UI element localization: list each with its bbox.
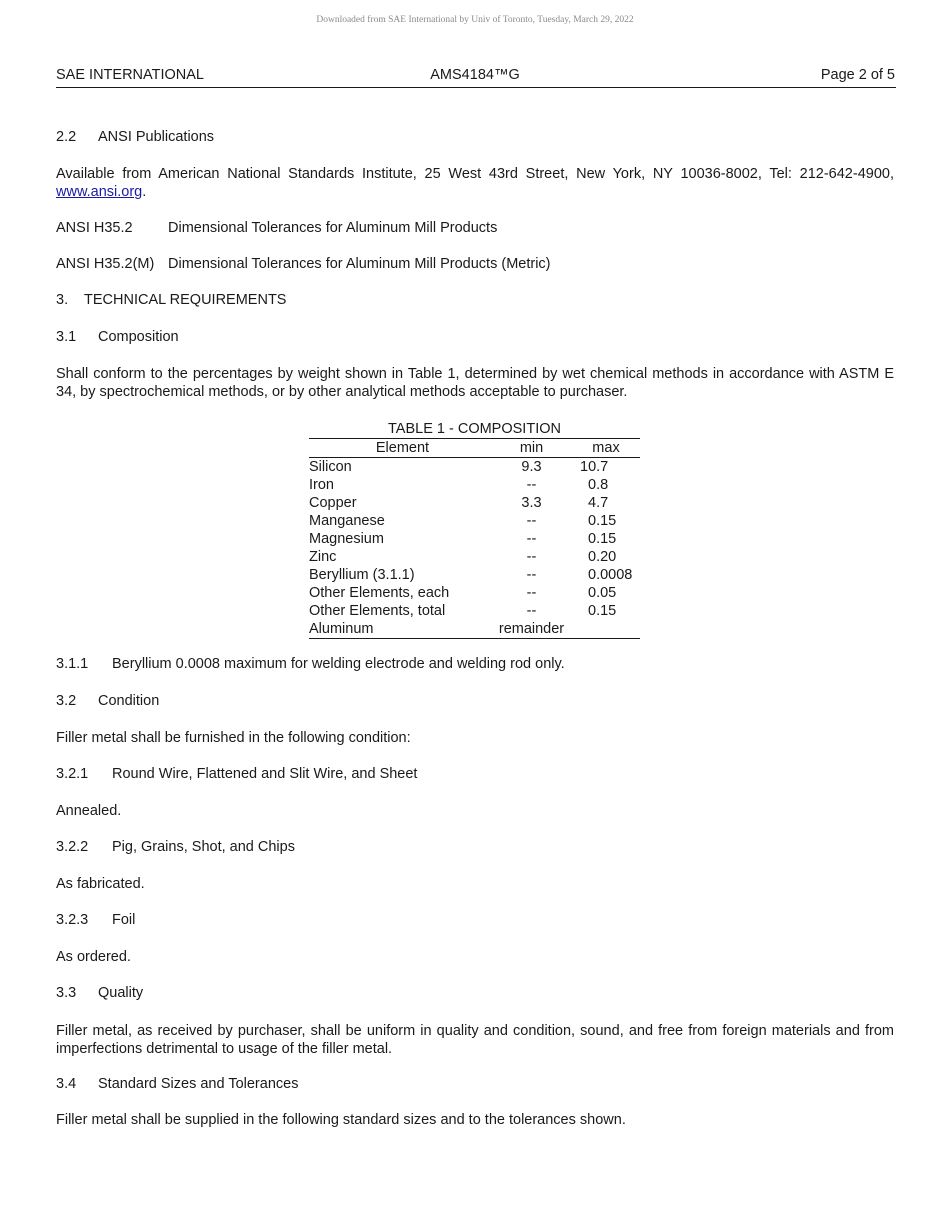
cell-element: Aluminum — [309, 621, 374, 637]
section-title: TECHNICAL REQUIREMENTS — [84, 292, 287, 308]
cell-min: -- — [526, 549, 537, 565]
cell-max: 0.0008 — [588, 567, 633, 583]
section-number: 3.1.1 — [56, 656, 89, 672]
header-rule — [56, 87, 896, 88]
column-header-max: max — [592, 440, 620, 456]
cell-max: 0.15 — [588, 513, 617, 529]
section-3-1-heading — [56, 329, 179, 345]
section-3-2-3-text: As ordered. — [56, 949, 131, 965]
reference-code: ANSI H35.2(M) — [56, 256, 155, 272]
section-title: Pig, Grains, Shot, and Chips — [112, 839, 295, 855]
cell-min: -- — [526, 603, 537, 619]
cell-max: 0.8 — [588, 477, 609, 493]
table-row — [309, 548, 640, 566]
reference-ansi-h35-2 — [56, 220, 497, 236]
section-2-2-heading — [56, 129, 214, 145]
cell-max: 10.7 — [580, 459, 609, 475]
reference-ansi-h35-2m — [56, 256, 551, 272]
quality-paragraph: Filler metal, as received by purchaser, shall be uniform in quality and condition, sound, and free from foreign materials and from imperfections detrimental to usage of the filler metal. — [56, 1023, 894, 1057]
section-3-1-1 — [56, 656, 565, 672]
composition-paragraph: Shall conform to the percentages by weight shown in Table 1, determined by wet chemical methods in accordance with ASTM E 34, by spectrochemical methods, or by other analytical methods acceptable to purchaser. — [56, 366, 894, 400]
section-number: 3.3 — [56, 985, 77, 1001]
header-doc-id: AMS4184™G — [430, 67, 520, 83]
table-row — [309, 458, 640, 476]
composition-table — [309, 420, 640, 639]
ansi-availability-paragraph — [56, 165, 894, 201]
cell-max: 0.15 — [588, 531, 617, 547]
header-publisher: SAE INTERNATIONAL — [56, 67, 204, 83]
table-title: TABLE 1 - COMPOSITION — [388, 421, 561, 437]
table-row — [309, 476, 640, 494]
table-row — [309, 530, 640, 548]
cell-max: 4.7 — [588, 495, 609, 511]
cell-min: -- — [526, 477, 537, 493]
cell-min: 9.3 — [521, 459, 542, 475]
section-text: Beryllium 0.0008 maximum for welding electrode and welding rod only. — [112, 656, 565, 672]
section-title: Condition — [98, 693, 160, 709]
cell-max: 0.05 — [588, 585, 617, 601]
section-3-4-heading — [56, 1076, 298, 1092]
section-number: 2.2 — [56, 129, 77, 145]
section-number: 3.2.3 — [56, 912, 89, 928]
ansi-website-link[interactable]: www.ansi.org — [56, 184, 143, 200]
download-banner: Downloaded from SAE International by Univ of Toronto, Tuesday, March 29, 2022 — [316, 15, 634, 25]
table-row — [309, 602, 640, 620]
condition-paragraph: Filler metal shall be furnished in the following condition: — [56, 730, 411, 746]
section-number: 3.2 — [56, 693, 77, 709]
paragraph-text-end: . — [142, 184, 147, 200]
header-page-number: Page 2 of 5 — [820, 67, 895, 83]
column-header-element: Element — [375, 440, 430, 456]
table-header-row — [309, 439, 640, 457]
cell-element: Beryllium (3.1.1) — [309, 567, 415, 583]
section-number: 3.4 — [56, 1076, 77, 1092]
cell-min: -- — [526, 513, 537, 529]
section-number: 3.1 — [56, 329, 77, 345]
sizes-paragraph: Filler metal shall be supplied in the following standard sizes and to the tolerances shown. — [56, 1112, 626, 1128]
section-number: 3.2.1 — [56, 766, 89, 782]
section-title: Composition — [98, 329, 179, 345]
cell-element: Silicon — [309, 459, 352, 475]
table-row — [309, 584, 640, 602]
cell-element: Manganese — [309, 513, 385, 529]
table-row — [309, 512, 640, 530]
cell-element: Other Elements, total — [309, 603, 446, 619]
cell-element: Other Elements, each — [309, 585, 450, 601]
cell-element: Copper — [309, 495, 357, 511]
section-title: Standard Sizes and Tolerances — [98, 1076, 299, 1092]
cell-min: -- — [526, 585, 537, 601]
cell-element: Iron — [309, 477, 334, 493]
section-3-2-1-heading — [56, 766, 417, 782]
section-title: Round Wire, Flattened and Slit Wire, and Sheet — [112, 766, 418, 782]
reference-code: ANSI H35.2 — [56, 220, 133, 236]
section-3-2-2-text: As fabricated. — [56, 876, 145, 892]
section-3-3-heading — [56, 985, 143, 1001]
section-3-2-1-text: Annealed. — [56, 803, 122, 819]
section-3-2-heading — [56, 693, 159, 709]
table-row — [309, 566, 640, 584]
paragraph-text: Available from American National Standards Institute, 25 West 43rd Street, New York, NY 10036-8002, Tel: 212-642-4900, — [56, 166, 894, 182]
table-row — [309, 620, 640, 638]
cell-min: -- — [526, 531, 537, 547]
reference-title: Dimensional Tolerances for Aluminum Mill Products — [168, 220, 498, 236]
cell-min: -- — [526, 567, 537, 583]
section-number: 3.2.2 — [56, 839, 89, 855]
cell-min: 3.3 — [521, 495, 542, 511]
cell-element: Magnesium — [309, 531, 384, 547]
section-3-2-2-heading — [56, 839, 295, 855]
section-title: ANSI Publications — [98, 129, 215, 145]
section-title: Quality — [98, 985, 144, 1001]
section-title: Foil — [112, 912, 136, 928]
section-3-heading — [56, 292, 286, 308]
cell-max: 0.15 — [588, 603, 617, 619]
reference-title: Dimensional Tolerances for Aluminum Mill Products (Metric) — [168, 256, 551, 272]
cell-max: 0.20 — [588, 549, 617, 565]
table-row — [309, 494, 640, 512]
column-header-min: min — [519, 440, 544, 456]
cell-min: remainder — [498, 621, 565, 637]
section-3-2-3-heading — [56, 912, 135, 928]
section-number: 3. — [56, 292, 69, 308]
table-bottom-rule — [309, 638, 640, 639]
cell-element: Zinc — [309, 549, 337, 565]
